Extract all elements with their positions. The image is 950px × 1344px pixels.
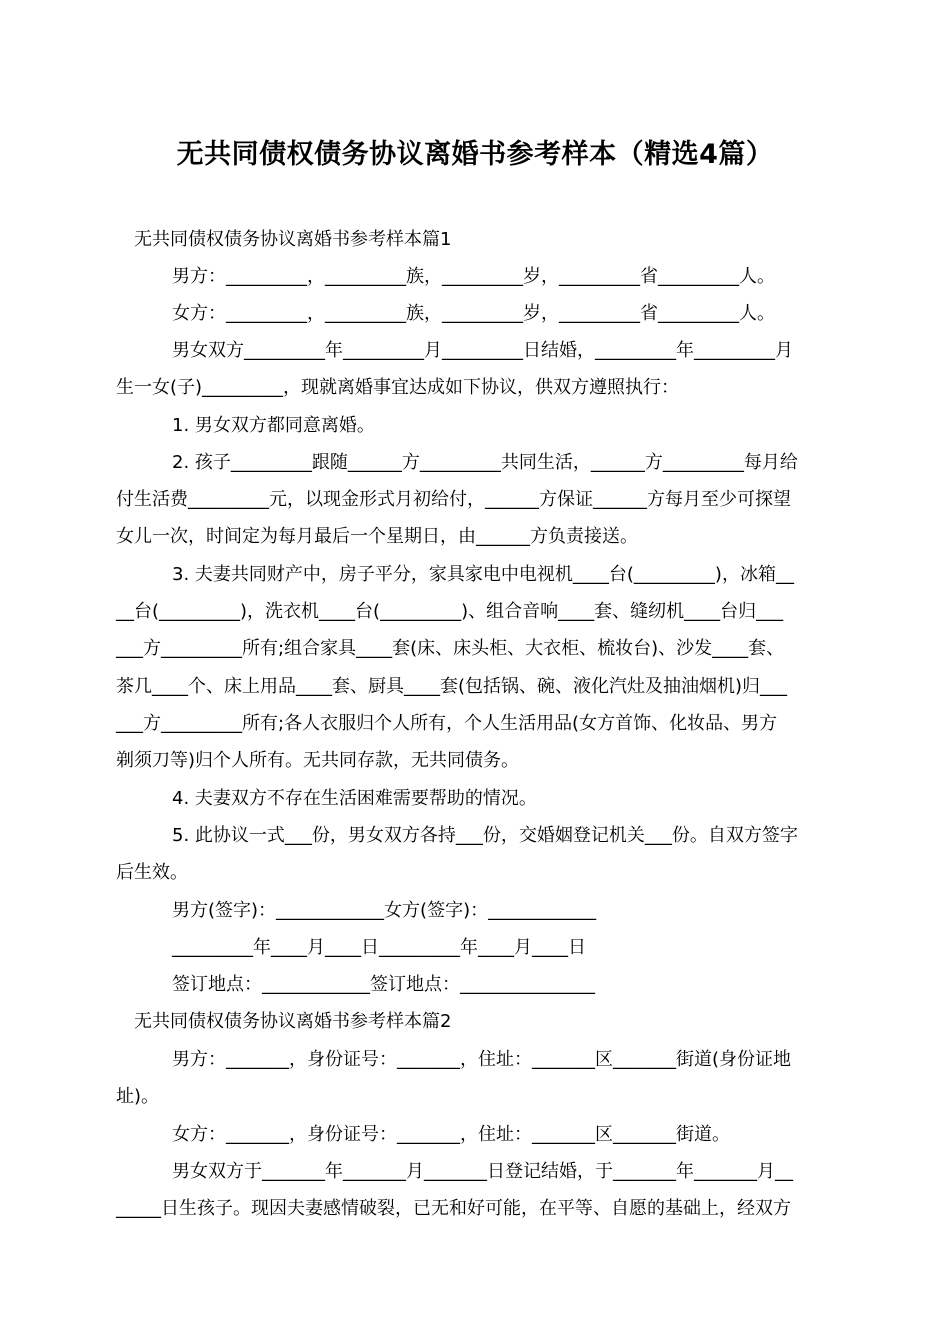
date-line: _________年____月____日_________年____月____日 <box>172 937 586 958</box>
paragraph-line: 男方：_______，身份证号：_______，住址：_______区_______街道(身份证地 <box>172 1049 792 1070</box>
paragraph-line: 2. 孩子_________跟随______方_________共同生活，______方_________每月给 <box>172 452 798 473</box>
paragraph-line: ___方_________所有;组合家具____套(床、床头柜、大衣柜、梳妆台)、沙发____套、 <box>116 638 785 659</box>
paragraph-line: 1. 男女双方都同意离婚。 <box>172 415 375 436</box>
section-heading-2: 无共同债权债务协议离婚书参考样本篇2 <box>134 1011 452 1032</box>
paragraph-line: 后生效。 <box>116 862 188 883</box>
paragraph-line: __台(_________)，洗衣机____台(_________)、组合音响____套、缝纫机____台归___ <box>116 601 784 622</box>
signature-line: 男方(签字)：____________女方(签字)：____________ <box>172 900 597 921</box>
paragraph-line: 生一女(子)_________，现就离婚事宜达成如下协议，供双方遵照执行： <box>116 377 680 398</box>
paragraph-line: 女方：_________，_________族，_________岁，_________省_________人。 <box>172 303 775 324</box>
paragraph-line: 5. 此协议一式___份，男女双方各持___份，交婚姻登记机关___份。自双方签字 <box>172 825 798 846</box>
paragraph-line: 男女双方_________年_________月_________日结婚，_________年_________月 <box>172 340 793 361</box>
paragraph-line: 付生活费_________元，以现金形式月初给付，______方保证______方每月至少可探望 <box>116 489 791 510</box>
paragraph-line: 4. 夫妻双方不存在生活困难需要帮助的情况。 <box>172 788 537 809</box>
paragraph-line: 3. 夫妻共同财产中，房子平分，家具家电中电视机____台(_________)，冰箱__ <box>172 564 794 585</box>
paragraph-line: 茶几____个、床上用品____套、厨具____套(包括锅、碗、液化汽灶及抽油烟机)归___ <box>116 676 788 697</box>
document-title: 无共同债权债务协议离婚书参考样本（精选4篇） <box>176 139 774 170</box>
paragraph-line: 男方：_________，_________族，_________岁，_________省_________人。 <box>172 266 775 287</box>
section-heading-1: 无共同债权债务协议离婚书参考样本篇1 <box>134 229 452 250</box>
paragraph-line: _____日生孩子。现因夫妻感情破裂，已无和好可能，在平等、自愿的基础上，经双方 <box>116 1198 791 1219</box>
paragraph-line: 剃须刀等)归个人所有。无共同存款，无共同债务。 <box>116 750 520 771</box>
paragraph-line: 女儿一次，时间定为每月最后一个星期日，由______方负责接送。 <box>116 526 638 547</box>
paragraph-line: ___方_________所有;各人衣服归个人所有，个人生活用品(女方首饰、化妆品、男方 <box>116 713 778 734</box>
paragraph-line: 男女双方于_______年_______月_______日登记结婚，于_______年_______月__ <box>172 1161 793 1182</box>
paragraph-line: 女方：_______，身份证号：_______，住址：_______区_______街道。 <box>172 1124 730 1145</box>
paragraph-line: 址)。 <box>116 1086 160 1107</box>
location-line: 签订地点：____________签订地点：_______________ <box>172 974 595 995</box>
